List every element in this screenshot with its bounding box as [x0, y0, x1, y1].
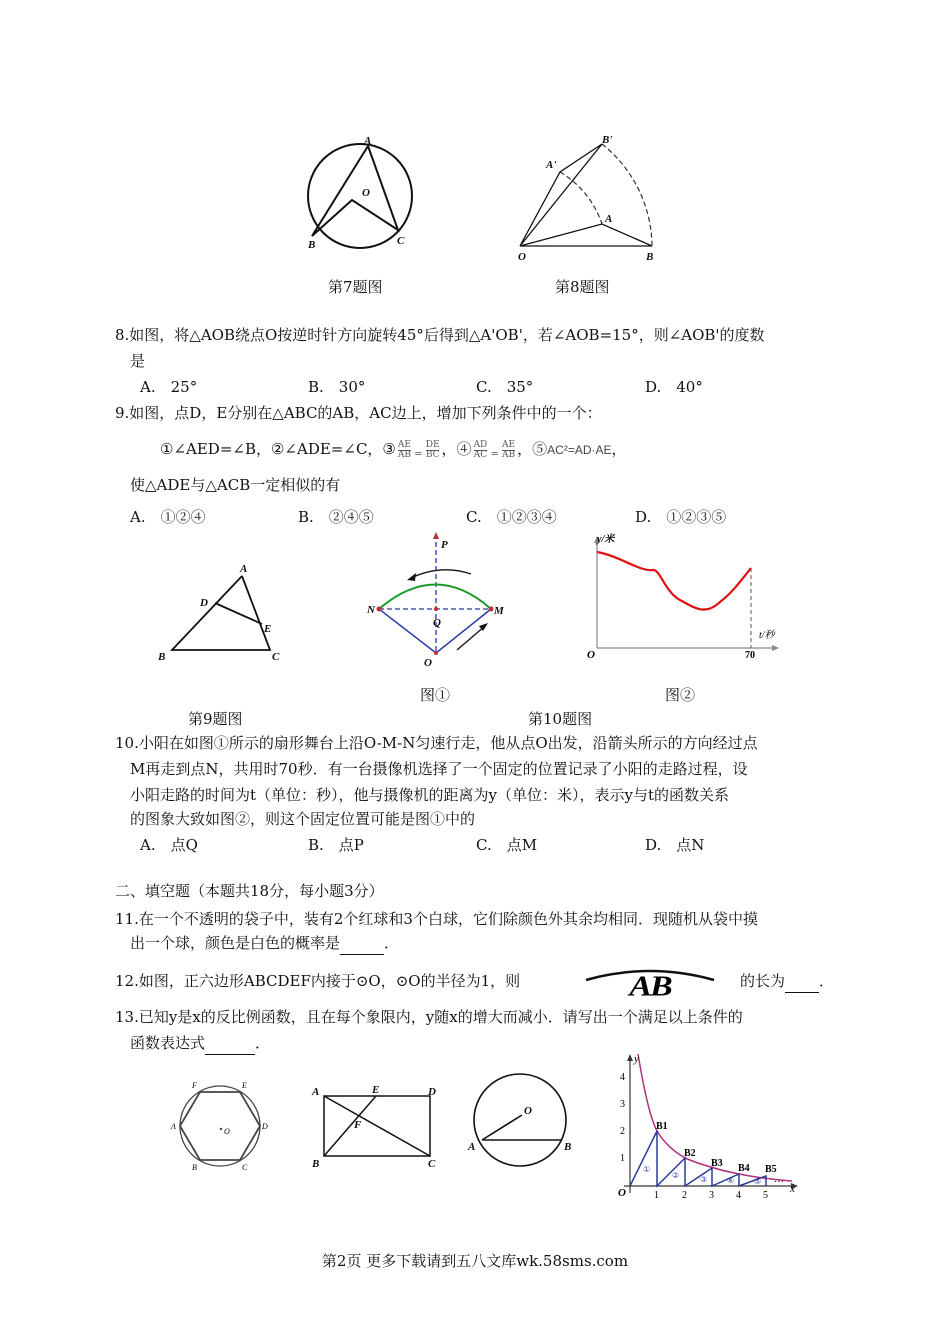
q9-conds-c: ，⑤ — [517, 440, 548, 458]
fig10b-x-tick: 70 — [745, 650, 755, 661]
q9-option-c: C. ①②③④ — [466, 508, 557, 526]
q11-answer-blank[interactable] — [340, 932, 384, 955]
circle-label-a: A — [468, 1141, 476, 1153]
figure-9 — [150, 558, 290, 666]
q9-line3: 使△ADE与△ACB一定相似的有 — [130, 476, 341, 494]
q9-option-d: D. ①②③⑤ — [635, 508, 727, 526]
q9-option-a: A. ①②④ — [130, 508, 206, 526]
q9-cond5: AC²=AD·AE — [547, 443, 612, 457]
graph-region-2: ② — [672, 1171, 680, 1180]
graph-y-tick-3: 3 — [620, 1099, 625, 1110]
fig7-label-c: C — [397, 235, 405, 247]
hex-label-d: D — [262, 1122, 268, 1131]
fig7-label-a: A — [364, 135, 372, 147]
q13-line1: 13.已知y是x的反比例函数，且在每个象限内，y随x的增大而减小．请写出一个满足以上条件的 — [115, 1008, 743, 1026]
fig8-label-b: B — [646, 251, 654, 263]
q8-option-b: B. 30° — [308, 378, 366, 396]
graph-y-tick-4: 4 — [620, 1072, 625, 1083]
q9-option-b: B. ②④⑤ — [298, 508, 374, 526]
hex-label-c: C — [242, 1163, 248, 1172]
graph-point-b4: B4 — [738, 1163, 750, 1174]
rect-label-a: A — [312, 1086, 320, 1098]
hex-label-o: O — [224, 1127, 230, 1136]
graph-point-b2: B2 — [684, 1148, 696, 1159]
q11-line2-end: ． — [384, 934, 400, 952]
q9-conds-a: ①∠AED=∠B，②∠ADE=∠C，③ — [160, 440, 396, 458]
graph-y-tick-1: 1 — [620, 1153, 625, 1164]
graph-y-axis: y — [634, 1053, 639, 1065]
q9-frac2-den: AC — [473, 449, 488, 460]
q11-line2-text: 出一个球，颜色是白色的概率是 — [130, 934, 341, 952]
rect-label-e: E — [372, 1084, 380, 1096]
q9-frac2-rden: AB — [502, 449, 516, 460]
q11-line2 — [130, 932, 399, 955]
q12-arc-symbol — [580, 966, 720, 1002]
q10-option-a: A. 点Q — [140, 836, 198, 854]
hex-label-a: A — [171, 1122, 176, 1131]
fig8-label-a: A — [605, 213, 613, 225]
rect-label-c: C — [428, 1158, 436, 1170]
fig9-label-b: B — [158, 651, 166, 663]
q10-line2: M再走到点N，共用时70秒．有一台摄像机选择了一个固定的位置记录了小阳的走路过程，设 — [130, 760, 748, 778]
graph-point-b1: B1 — [656, 1121, 668, 1132]
q10-line1: 10.小阳在如图①所示的扇形舞台上沿O-M-N匀速行走，他从点O出发，沿箭头所示的方向经过点 — [115, 734, 758, 752]
graph-region-5: ⑤ — [754, 1177, 762, 1186]
fig10a-caption: 图① — [420, 686, 451, 704]
q9-conditions: ①∠AED=∠B，②∠ADE=∠C，③ $\frac{AE}{AB} = \frac{DE}{BC}$ ，④ $\frac{AD}{AC} = \frac{AE}{AB}$ ，⑤AC²=AD·AE， — [160, 439, 627, 460]
figure-10b — [585, 530, 785, 662]
graph-x-tick-2: 2 — [682, 1190, 687, 1200]
fig9-label-d: D — [200, 597, 208, 609]
figure-circle — [462, 1070, 578, 1174]
fig8-label-b-prime: B' — [602, 134, 613, 146]
graph-region-3: ③ — [700, 1175, 708, 1184]
fig10b-origin: O — [587, 649, 595, 661]
q9-frac1-num: AE — [397, 439, 411, 450]
fig9-caption: 第9题图 — [188, 710, 243, 728]
fig10b-x-label: t/秒 — [759, 630, 775, 641]
figure-reciprocal-graph — [614, 1050, 804, 1200]
graph-region-4: ④ — [727, 1176, 735, 1185]
fig10b-caption: 图② — [665, 686, 696, 704]
q10-option-c: C. 点M — [476, 836, 538, 854]
q9-frac1-rden: BC — [425, 449, 440, 460]
q11-line1: 11.在一个不透明的袋子中，装有2个红球和3个白球，它们除颜色外其余均相同．现随机从袋中摸 — [115, 910, 758, 928]
circle-label-o: O — [524, 1105, 532, 1117]
q12-text: 12.如图，正六边形ABCDEF内接于⊙O，⊙O的半径为1，则 — [115, 972, 521, 990]
graph-x-tick-5: 5 — [763, 1190, 768, 1200]
figure-10a — [355, 528, 515, 670]
fig9-label-e: E — [264, 623, 272, 635]
q8-option-c: C. 35° — [476, 378, 534, 396]
fig7-label-b: B — [308, 239, 316, 251]
q12-answer-blank[interactable] — [785, 970, 819, 993]
q10-option-d: D. 点N — [645, 836, 705, 854]
fig10a-label-p: P — [441, 539, 448, 551]
q9-frac1-rnum: DE — [425, 439, 440, 450]
circle-label-b: B — [564, 1141, 572, 1153]
q13-line2 — [130, 1032, 270, 1055]
figure-8 — [510, 130, 670, 266]
q9-frac1-den: AB — [397, 449, 411, 460]
q12-end: ． — [819, 972, 835, 990]
q8-line2: 是 — [130, 352, 146, 370]
q9-conds-b: ，④ — [441, 440, 472, 458]
q10-option-b: B. 点P — [308, 836, 364, 854]
q9-conds-d: ， — [611, 440, 627, 458]
q12-arc-label: AB — [629, 970, 671, 1002]
fig7-label-o: O — [362, 187, 370, 199]
fig10a-label-m: M — [494, 605, 504, 617]
q10-line3: 小阳走路的时间为t（单位：秒），他与摄像机的距离为y（单位：米），表示y与t的函数关系 — [130, 786, 730, 804]
graph-point-b3: B3 — [711, 1158, 723, 1169]
fig9-label-c: C — [272, 651, 280, 663]
graph-x-tick-4: 4 — [736, 1190, 741, 1200]
fig10-caption: 第10题图 — [528, 710, 593, 728]
fig8-label-o: O — [518, 251, 526, 263]
graph-x-axis: x — [790, 1183, 795, 1195]
fig8-label-a-prime: A' — [546, 159, 557, 171]
figure-hexagon — [168, 1076, 274, 1176]
hex-label-b: B — [192, 1163, 197, 1172]
q9-frac2-num: AD — [473, 439, 488, 450]
hex-label-f: F — [192, 1081, 197, 1090]
fig10b-y-label: y/米 — [597, 534, 615, 545]
q9-frac2-rnum: AE — [502, 439, 516, 450]
fig7-caption: 第7题图 — [328, 278, 383, 296]
graph-region-1: ① — [643, 1165, 651, 1174]
q8-line1: 8.如图，将△AOB绕点O按逆时针方向旋转45°后得到△A'OB'，若∠AOB=15°，则∠AOB'的度数 — [115, 326, 765, 344]
q8-option-d: D. 40° — [645, 378, 703, 396]
fig10a-label-q: Q — [433, 617, 441, 629]
page-footer: 第2页 更多下载请到五八文库wk.58sms.com — [321, 1252, 629, 1270]
graph-y-tick-2: 2 — [620, 1126, 625, 1137]
fig10a-label-o: O — [424, 657, 432, 669]
figure-rectangle — [310, 1080, 444, 1170]
fig8-caption: 第8题图 — [555, 278, 610, 296]
fig9-label-a: A — [240, 563, 248, 575]
graph-x-tick-3: 3 — [709, 1190, 714, 1200]
rect-label-d: D — [428, 1086, 436, 1098]
graph-x-tick-1: 1 — [654, 1190, 659, 1200]
fig10a-label-n: N — [367, 604, 375, 616]
q8-option-a: A. 25° — [140, 378, 198, 396]
graph-point-b5: B5 — [765, 1164, 777, 1175]
q9-line1: 9.如图，点D，E分别在△ABC的AB，AC边上，增加下列条件中的一个： — [115, 404, 602, 422]
q12-answer — [740, 970, 834, 993]
q12-text-end: 的长为 — [740, 972, 786, 990]
graph-ellipsis: … — [774, 1174, 784, 1185]
q13-answer-blank[interactable] — [205, 1032, 255, 1055]
graph-origin: O — [618, 1187, 626, 1199]
q13-line2-text: 函数表达式 — [130, 1034, 206, 1052]
section-2-heading: 二、填空题（本题共18分，每小题3分） — [115, 882, 384, 900]
rect-label-f: F — [354, 1119, 362, 1131]
q10-line4: 的图象大致如图②，则这个固定位置可能是图①中的 — [130, 810, 476, 828]
figure-7 — [300, 128, 420, 258]
q13-line2-end: ． — [255, 1034, 271, 1052]
rect-label-b: B — [312, 1158, 320, 1170]
hex-label-e: E — [242, 1081, 247, 1090]
